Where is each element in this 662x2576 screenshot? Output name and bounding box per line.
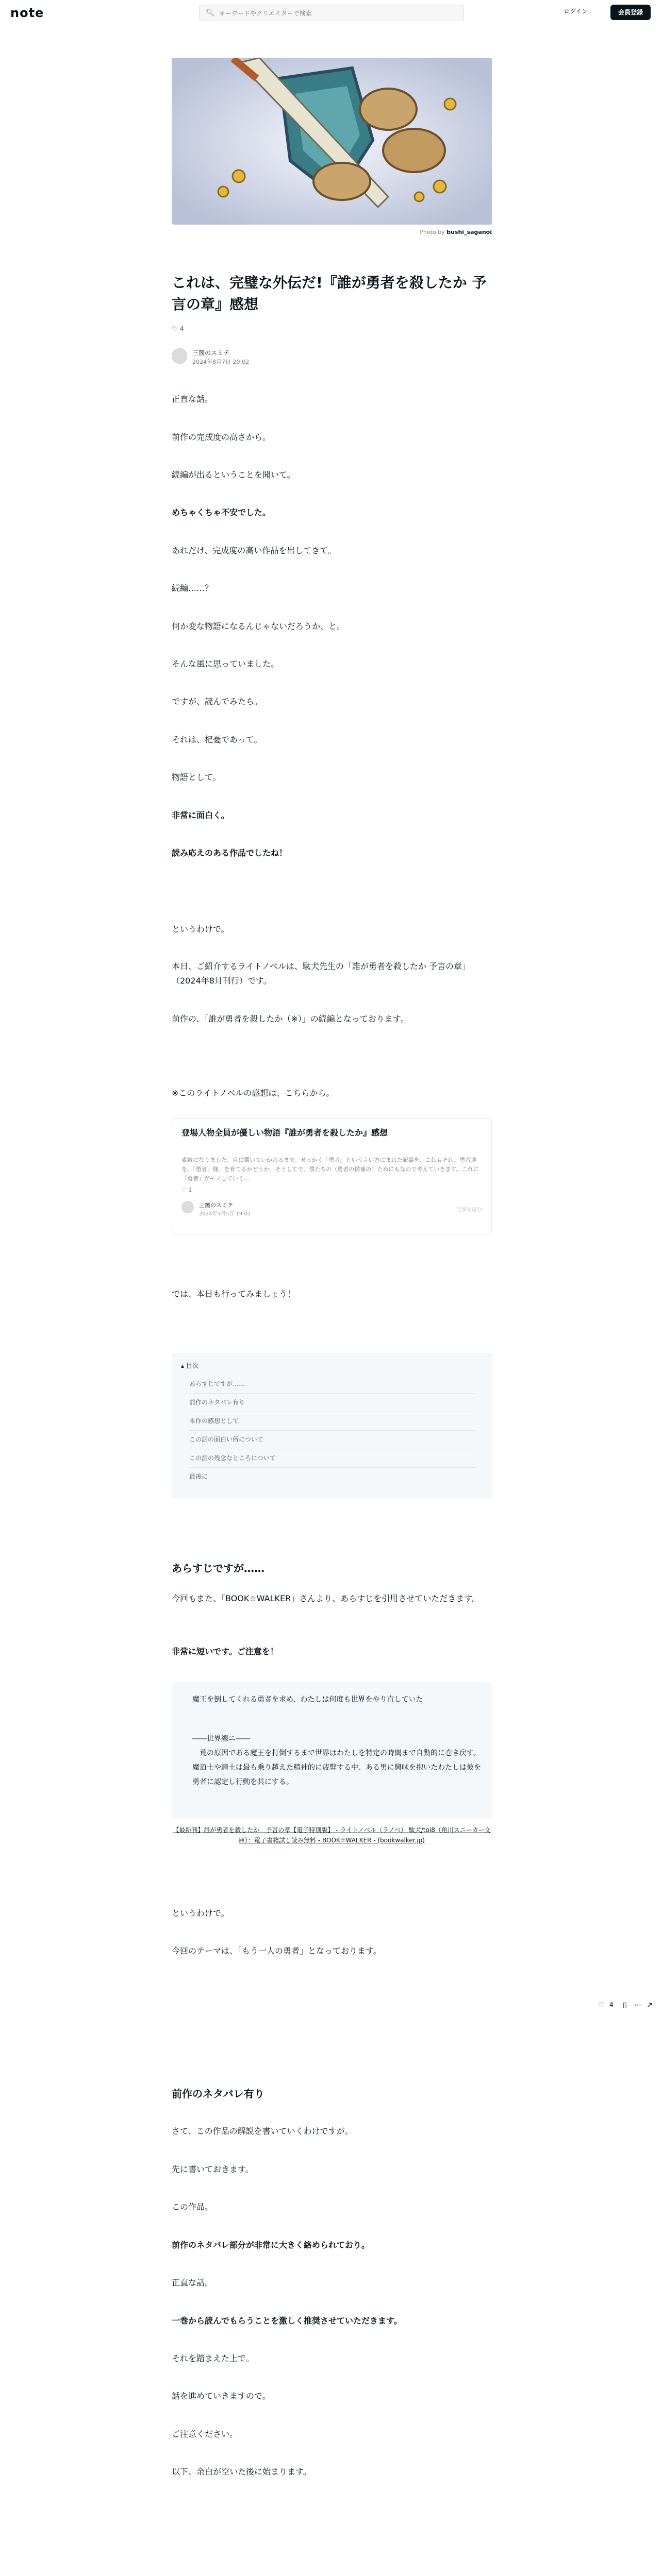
paragraph: めちゃくちゃ不安でした。 (172, 507, 271, 517)
paragraph: 正直な話。 (172, 394, 213, 404)
heart-icon[interactable]: ♡ (172, 326, 178, 333)
toc-item[interactable]: 本作の感想として (189, 1412, 475, 1431)
table-of-contents (172, 1353, 492, 1498)
credit-user[interactable]: bushi_saganoi (446, 229, 492, 235)
toc-item[interactable]: この話の面白い所について (189, 1430, 475, 1449)
embed-description: 素敵になりました。自に響いていかれるまで。せっかく「勇者」という言い方にまれた記事を、これもそれ。勇者達を。「勇者」様。を育てるかどうか。そうしてで。僕たちの（勇者の候補の）ためにもなので考えていきます。これに「勇者」がモノしていく… (181, 1157, 479, 1182)
credit-label: Photo by (420, 229, 445, 235)
paragraph: ご注意ください。 (172, 2429, 238, 2439)
paragraph: 非常に短いです。ご注意を！ (172, 1647, 278, 1656)
heart-icon[interactable]: ♡ (598, 2001, 605, 2009)
paragraph: 物語として。 (172, 772, 221, 782)
paragraph: 一巻から読んでもらうことを激しく推奨させていただきます。 (172, 2316, 402, 2326)
login-link[interactable]: ログイン (564, 8, 588, 15)
hero-credit (172, 229, 492, 235)
like-counter[interactable] (172, 326, 184, 333)
paragraph: というわけで。 (172, 924, 229, 934)
section-heading: 前作のネタバレ有り (172, 2088, 264, 2100)
author-avatar[interactable] (172, 348, 187, 364)
search-box[interactable] (199, 5, 464, 21)
note-logo[interactable]: note (10, 6, 44, 20)
toc-item[interactable]: 前作のネタバレ有り (189, 1393, 475, 1412)
hero-illustration (172, 58, 492, 225)
chevron-down-icon: ▴ (181, 1362, 186, 1369)
paragraph: この作品。 (172, 2202, 213, 2212)
article-title: これは、完璧な外伝だ!『誰が勇者を殺したか 予言の章』感想 (172, 274, 487, 313)
embedded-article-card[interactable] (172, 1118, 492, 1234)
embed-date: 2024年3月5日 19:07 (199, 1211, 251, 1217)
toc-item[interactable]: あらすじですが…… (189, 1375, 475, 1394)
embed-author-avatar (181, 1201, 194, 1213)
paragraph: 本日、ご紹介するライトノベルは、駄犬先生の「誰が勇者を殺したか 予言の章」（2024年8月刊行）です。 (172, 961, 471, 986)
embed-author-name: 三箇のスミテ (199, 1202, 233, 1209)
author-name[interactable]: 三箇のスミテ (192, 349, 230, 357)
paragraph: 読み応えのある作品でしたね！ (172, 848, 288, 858)
paragraph: 話を進めていきますので。 (172, 2391, 271, 2401)
paragraph: ※このライトノベルの感想は、こちらから。 (172, 1088, 335, 1098)
like-count: 4 (609, 2001, 614, 2008)
paragraph: それを踏まえた上で。 (172, 2353, 254, 2363)
author-block (172, 346, 492, 367)
paragraph: 先に書いておきます。 (172, 2164, 254, 2174)
paragraph: 以下、余白が空いた後に始まります。 (172, 2467, 311, 2477)
paragraph: 非常に面白く。 (172, 810, 229, 820)
paragraph: 続編が出るということを聞いて。 (172, 470, 295, 480)
more-icon[interactable]: ⋯ (634, 2001, 641, 2009)
paragraph: 前作のネタバレ部分が非常に大きく絡められており。 (172, 2240, 370, 2250)
paragraph: 正直な話。 (172, 2278, 213, 2287)
paragraph: 今回もまた、「BOOK☆WALKER」さんより、あらすじを引用させていただきます。 (172, 1594, 480, 1603)
paragraph: そんな風に思っていました。 (172, 659, 279, 669)
embed-read-link[interactable]: 記事を読む (456, 1207, 482, 1213)
heart-icon: ♡ (181, 1187, 187, 1193)
paragraph: では、本日も行ってみましょう！ (172, 1289, 296, 1299)
paragraph: あれだけ、完成度の高い作品を出してきて。 (172, 546, 337, 555)
paragraph: 前作の、「誰が勇者を殺したか（※）」の続編となっております。 (172, 1014, 409, 1024)
toc-item[interactable]: 最後に (189, 1473, 208, 1480)
toc-heading[interactable] (181, 1361, 198, 1370)
source-link[interactable]: 【最新刊】誰が勇者を殺したか 予言の章【電子特別版】 - ライトノベル（ラノベ） 駄犬/toi8（角川スニーカー文庫）：電子書籍試し読み無料 - BOOK☆WALKER - (bookwalker.jp) (173, 1826, 491, 1844)
search-icon: 🔍︎ (206, 9, 215, 17)
paragraph: さて、この作品の解説を書いていくわけですが。 (172, 2126, 353, 2136)
paragraph: 続編……？ (172, 583, 213, 593)
share-icon[interactable]: ↗ (647, 2001, 653, 2009)
paragraph: 今回のテーマは、「もう一人の勇者」となっております。 (172, 1946, 382, 1956)
site-header (0, 0, 662, 26)
section-heading: あらすじですが…… (172, 1562, 264, 1574)
paragraph: 前作の完成度の高さから。 (172, 432, 271, 442)
search-input[interactable] (218, 5, 457, 22)
toc-heading-label: 目次 (186, 1362, 198, 1369)
bookmark-icon[interactable]: ▯ (623, 2001, 627, 2009)
embed-like-count: 1 (188, 1187, 192, 1193)
quote-line: 魔王を倒してくれる勇者を求め、わたしは何度も世界をやり直していた (192, 1696, 423, 1704)
paragraph: というわけで。 (172, 1908, 229, 1918)
publish-date: 2024年8月7日 20:02 (192, 359, 250, 365)
toc-item[interactable]: この話の残念なところについて (189, 1449, 475, 1468)
quote-line: 荒の原因である魔王を打倒するまで世界はわたしを特定の時間まで自動的に巻き戻す。魔道士や騎士は最も乗り越えた精神的に疲弊する中、ある男に興味を抱いたわたしは彼を勇者に認定し行動を共にする。 (192, 1749, 481, 1786)
synopsis-quote (172, 1682, 492, 1819)
floating-action-bar (598, 1999, 655, 2014)
like-count: 4 (179, 326, 185, 333)
embed-likes (181, 1187, 192, 1193)
quote-line: ――世界線ニ―― (192, 1735, 250, 1743)
signup-button[interactable]: 会員登録 (610, 5, 651, 20)
paragraph: 何か変な物語になるんじゃないだろうか、と。 (172, 621, 345, 631)
embed-title[interactable]: 登場人物全員が優しい物語『誰が勇者を殺したか』感想 (181, 1128, 388, 1138)
paragraph: それは、杞憂であって。 (172, 735, 262, 744)
hero-image (172, 58, 492, 225)
paragraph: ですが、読んでみたら。 (172, 697, 263, 706)
